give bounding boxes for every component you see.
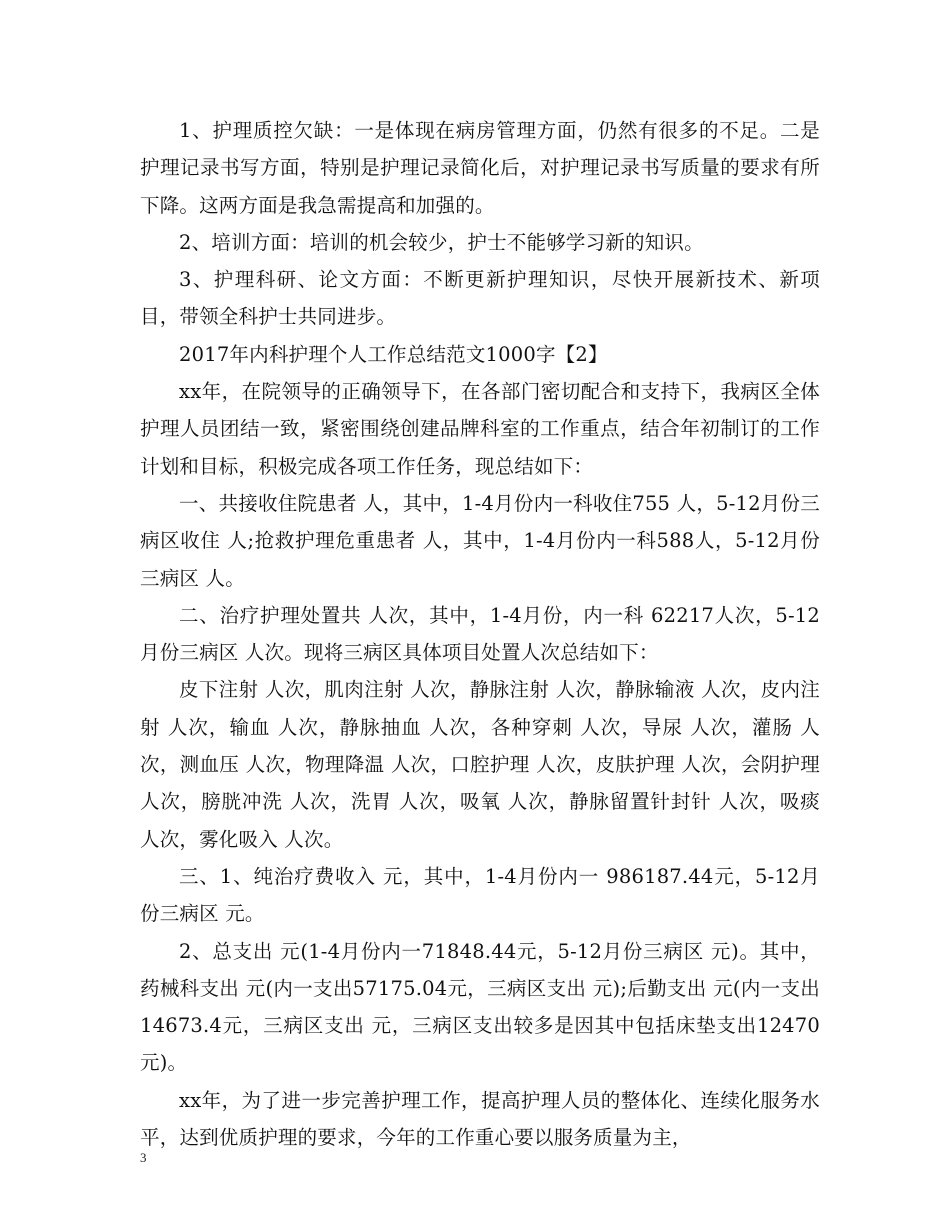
paragraph-intro: xx年，在院领导的正确领导下，在各部门密切配合和支持下，我病区全体护理人员团结一致，紧密围绕创建品牌科室的工作重点，结合年初制订的工作计划和目标，积极完成各项工作任务，现总结如下： xyxy=(140,380,820,478)
paragraph-research: 3、护理科研、论文方面：不断更新护理知识，尽快开展新技术、新项目，带领全科护士共同进步。 xyxy=(140,268,820,329)
paragraph-admissions: 一、共接收住院患者 人，其中，1-4月份内一科收住755 人，5-12月份三病区收住 人;抢救护理危重患者 人，其中，1-4月份内一科588人，5-12月份三病区 人。 xyxy=(140,491,820,590)
section-heading: 2017年内科护理个人工作总结范文1000字【2】 xyxy=(179,342,608,366)
paragraph-procedure-list: 皮下注射 人次，肌肉注射 人次，静脉注射 人次，静脉输液 人次，皮内注射 人次，输血 人次，静脉抽血 人次，各种穿刺 人次，导尿 人次，灌肠 人次，测血压 人次，物理降温 人次，口腔护理 人次，皮肤护理 人次，会阴护理 人次，膀胱冲洗 人次，洗胃 人次，吸氧 人次，静脉留置针封针 人次，吸痰 人次，雾化吸入 人次。 xyxy=(140,678,820,851)
paragraph-training: 2、培训方面：培训的机会较少，护士不能够学习新的知识。 xyxy=(179,230,704,254)
paragraph-quality-control: 1、护理质控欠缺：一是体现在病房管理方面，仍然有很多的不足。二是护理记录书写方面，特别是护理记录简化后，对护理记录书写质量的要求有所下降。这两方面是我急需提高和加强的。 xyxy=(140,119,820,217)
paragraph-plan: xx年，为了进一步完善护理工作，提高护理人员的整体化、连续化服务水平，达到优质护理的要求，今年的工作重心要以服务质量为主， xyxy=(140,1088,820,1150)
document-body xyxy=(140,112,820,1156)
paragraph-expenses: 2、总支出 元(1-4月份内一71848.44元，5-12月份三病区 元)。其中，药械科支出 元(内一支出57175.04元，三病区支出 元);后勤支出 元(内一支出14673.4元，三病区支出 元，三病区支出较多是因其中包括床垫支出12470元)。 xyxy=(140,939,820,1075)
page-number: 3 xyxy=(140,1150,147,1165)
paragraph-treatments: 二、治疗护理处置共 人次，其中，1-4月份，内一科 62217人次，5-12月份三病区 人次。现将三病区具体项目处置人次总结如下： xyxy=(140,603,820,665)
paragraph-income: 三、1、纯治疗费收入 元，其中，1-4月份内一 986187.44元，5-12月份三病区 元。 xyxy=(140,864,820,926)
